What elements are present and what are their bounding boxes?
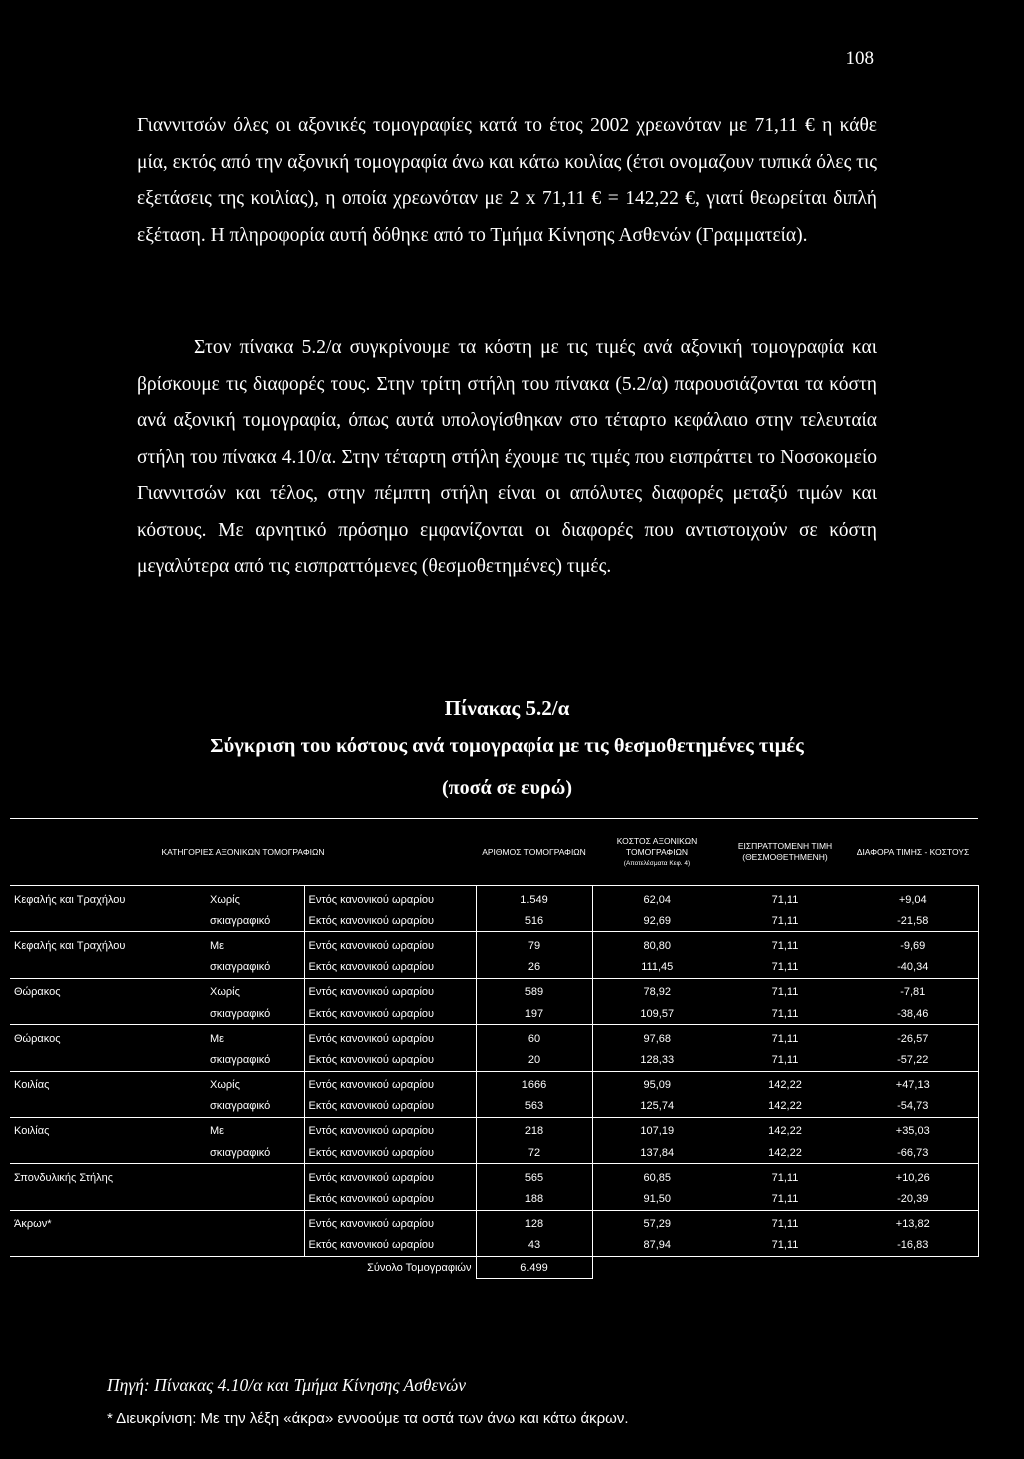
table-row xyxy=(10,1188,978,1210)
table-row xyxy=(10,1049,978,1071)
diff-cell: +13,82 xyxy=(848,1210,978,1235)
cost-cell: 87,94 xyxy=(592,1235,722,1257)
table-row xyxy=(10,1164,978,1189)
count-cell: 20 xyxy=(476,1049,592,1071)
header-diff: ΔΙΑΦΟΡΑ ΤΙΜΗΣ - ΚΟΣΤΟΥΣ xyxy=(848,819,978,886)
table-row xyxy=(10,1096,978,1118)
cost-cell: 137,84 xyxy=(592,1142,722,1164)
header-cost-label: ΚΟΣΤΟΣ ΑΞΟΝΙΚΩΝ ΤΟΜΟΓΡΑΦΙΩΝ xyxy=(616,835,698,857)
region-cell xyxy=(10,910,206,932)
table-source: Πηγή: Πίνακας 4.10/α και Τμήμα Κίνησης Ασθενών xyxy=(107,1375,467,1395)
hours-cell: Εντός κανονικού ωραρίου xyxy=(304,1071,476,1096)
table-number: Πίνακας 5.2/α xyxy=(444,696,570,720)
hours-cell: Εκτός κανονικού ωραρίου xyxy=(304,1142,476,1164)
cost-cell: 91,50 xyxy=(592,1188,722,1210)
table-row xyxy=(10,978,978,1003)
hours-cell: Εκτός κανονικού ωραρίου xyxy=(304,1003,476,1025)
region-cell: Θώρακος xyxy=(14,1032,61,1045)
count-cell: 79 xyxy=(476,932,592,957)
contrast-cell: Με xyxy=(210,939,225,952)
diff-cell: -38,46 xyxy=(848,1003,978,1025)
cost-cell: 78,92 xyxy=(643,986,672,999)
table-row xyxy=(10,910,978,932)
contrast-cell xyxy=(206,1210,304,1235)
hours-cell: Εκτός κανονικού ωραρίου xyxy=(304,957,476,979)
hours-cell: Εντός κανονικού ωραρίου xyxy=(304,978,476,1003)
diff-cell: -26,57 xyxy=(848,1025,978,1050)
count-cell: 1666 xyxy=(476,1071,592,1096)
price-cell: 71,11 xyxy=(722,910,848,932)
count-cell: 60 xyxy=(476,1025,592,1050)
diff-cell: -54,73 xyxy=(848,1096,978,1118)
count-cell: 565 xyxy=(476,1164,592,1189)
count-cell: 218 xyxy=(476,1117,592,1142)
contrast-cell: σκιαγραφικό xyxy=(206,1096,304,1118)
cost-cell: 111,45 xyxy=(592,957,722,979)
table-row xyxy=(10,886,978,911)
price-cell: 71,11 xyxy=(771,986,799,999)
region-cell xyxy=(10,1142,206,1164)
price-cell: 71,11 xyxy=(771,1218,799,1231)
diff-cell: -16,83 xyxy=(848,1235,978,1257)
cost-cell: 95,09 xyxy=(643,1079,672,1092)
count-cell: 589 xyxy=(476,978,592,1003)
header-cost xyxy=(592,819,722,886)
header-price: ΕΙΣΠΡΑΤΤΟΜΕΝΗ ΤΙΜΗ (ΘΕΣΜΟΘΕΤΗΜΕΝΗ) xyxy=(722,819,848,886)
price-cell: 71,11 xyxy=(722,957,848,979)
page-number: 108 xyxy=(845,48,874,69)
contrast-cell: σκιαγραφικό xyxy=(206,910,304,932)
price-cell: 71,11 xyxy=(771,893,799,906)
cost-cell: 107,19 xyxy=(640,1125,675,1138)
cost-cell: 128,33 xyxy=(592,1049,722,1071)
diff-cell: +9,04 xyxy=(848,886,978,911)
contrast-cell: Χωρίς xyxy=(210,986,240,999)
hours-cell: Εντός κανονικού ωραρίου xyxy=(304,932,476,957)
footnote: * Διευκρίνιση: Με την λέξη «άκρα» εννοούμε τα οστά των άνω και κάτω άκρων. xyxy=(107,1410,629,1427)
count-cell: 26 xyxy=(476,957,592,979)
contrast-cell xyxy=(206,1164,304,1189)
paragraph-table-description: Στον πίνακα 5.2/α συγκρίνουμε τα κόστη με τις τιμές ανά αξονική τομογραφία και βρίσκουμε τις διαφορές τους. Στην τρίτη στήλη του πίνακα (5.2/α) παρουσιάζονται τα κόστη ανά αξονική τομογραφία, όπως αυτά υπολογίσθηκαν στο τέταρτο κεφάλαιο στην τελευταία στήλη του πίνακα 4.10/α. Στην τέταρτη στήλη έχουμε τις τιμές που εισπράττει το Νοσοκομείο Γιαννιτσών και τέλος, στην πέμπτη στήλη είναι οι απόλυτες διαφορές μεταξύ τιμών και κόστους. Με αρνητικό πρόσημο εμφανίζονται οι διαφορές που αντιστοιχούν σε κόστη μεγαλύτερα από τις εισπραττόμενες (θεσμοθετημένες) τιμές. xyxy=(137,337,877,577)
table-row xyxy=(10,1210,978,1235)
hours-cell: Εντός κανονικού ωραρίου xyxy=(304,1210,476,1235)
diff-cell: -21,58 xyxy=(848,910,978,932)
region-cell xyxy=(10,1188,206,1210)
table-unit: (ποσά σε ευρώ) xyxy=(442,777,572,799)
region-cell xyxy=(10,1096,206,1118)
total-row xyxy=(10,1257,978,1279)
contrast-cell xyxy=(206,1188,304,1210)
price-cell: 71,11 xyxy=(771,1032,799,1045)
table-row xyxy=(10,957,978,979)
contrast-cell: σκιαγραφικό xyxy=(206,1003,304,1025)
total-count: 6.499 xyxy=(476,1257,592,1279)
header-category: ΚΑΤΗΓΟΡΙΕΣ ΑΞΟΝΙΚΩΝ ΤΟΜΟΓΡΑΦΙΩΝ xyxy=(10,819,476,886)
hours-cell: Εκτός κανονικού ωραρίου xyxy=(304,1188,476,1210)
diff-cell: -9,69 xyxy=(848,932,978,957)
region-cell: Θώρακος xyxy=(14,986,61,999)
hours-cell: Εντός κανονικού ωραρίου xyxy=(304,1117,476,1142)
count-cell: 563 xyxy=(476,1096,592,1118)
diff-cell: +47,13 xyxy=(848,1071,978,1096)
cost-cell: 97,68 xyxy=(643,1032,672,1045)
cost-cell: 80,80 xyxy=(643,939,672,952)
cost-cell: 62,04 xyxy=(643,893,672,906)
hours-cell: Εκτός κανονικού ωραρίου xyxy=(304,910,476,932)
diff-cell: -57,22 xyxy=(848,1049,978,1071)
price-cell: 142,22 xyxy=(768,1125,802,1138)
diff-cell: +35,03 xyxy=(848,1117,978,1142)
header-cost-note: (Αποτελέσματα Κεφ. 4) xyxy=(623,859,691,867)
header-count: ΑΡΙΘΜΟΣ ΤΟΜΟΓΡΑΦΙΩΝ xyxy=(476,819,592,886)
table-header-row xyxy=(10,819,978,886)
contrast-cell xyxy=(206,1235,304,1257)
price-cell: 142,22 xyxy=(722,1096,848,1118)
paragraph-intro: Γιαννιτσών όλες οι αξονικές τομογραφίες κατά το έτος 2002 χρεωνόταν με 71,11 € η κάθε μία, εκτός από την αξονική τομογραφία άνω και κάτω κοιλίας (έτσι ονομαζουν τυπικά όλες τις εξετάσεις της κοιλίας), η οποία χρεωνόταν με 2 x 71,11 € = 142,22 €, γιατί θεωρείται διπλή εξέταση. Η πληροφορία αυτή δόθηκε από το Τμήμα Κίνησης Ασθενών (Γραμματεία). xyxy=(137,115,877,246)
hours-cell: Εκτός κανονικού ωραρίου xyxy=(304,1096,476,1118)
contrast-cell: σκιαγραφικό xyxy=(206,1142,304,1164)
cost-cell: 92,69 xyxy=(592,910,722,932)
contrast-cell: σκιαγραφικό xyxy=(206,957,304,979)
table-title: Σύγκριση του κόστους ανά τομογραφία με τις θεσμοθετημένες τιμές xyxy=(210,735,804,757)
diff-cell: -7,81 xyxy=(848,978,978,1003)
table-row xyxy=(10,1117,978,1142)
cost-cell: 125,74 xyxy=(592,1096,722,1118)
cost-comparison-table xyxy=(10,818,978,1279)
price-cell: 71,11 xyxy=(722,1003,848,1025)
cost-cell: 109,57 xyxy=(592,1003,722,1025)
region-cell: Σπονδυλικής Στήλης xyxy=(14,1171,114,1184)
price-cell: 71,11 xyxy=(722,1188,848,1210)
hours-cell: Εντός κανονικού ωραρίου xyxy=(304,1025,476,1050)
cost-cell: 57,29 xyxy=(643,1218,672,1231)
region-cell: Κοιλίας xyxy=(14,1079,50,1092)
contrast-cell: Χωρίς xyxy=(210,1079,240,1092)
count-cell: 128 xyxy=(476,1210,592,1235)
contrast-cell: Χωρίς xyxy=(210,893,240,906)
hours-cell: Εκτός κανονικού ωραρίου xyxy=(304,1235,476,1257)
region-cell: Κεφαλής και Τραχήλου xyxy=(14,893,126,906)
region-cell xyxy=(10,957,206,979)
diff-cell: -40,34 xyxy=(848,957,978,979)
price-cell: 71,11 xyxy=(771,939,799,952)
price-cell: 142,22 xyxy=(722,1142,848,1164)
count-cell: 516 xyxy=(476,910,592,932)
table-body xyxy=(10,886,978,1257)
contrast-cell: σκιαγραφικό xyxy=(206,1049,304,1071)
table-row xyxy=(10,1071,978,1096)
contrast-cell: Με xyxy=(210,1032,225,1045)
price-cell: 71,11 xyxy=(771,1171,799,1184)
table-row xyxy=(10,1003,978,1025)
diff-cell: -66,73 xyxy=(848,1142,978,1164)
table-row xyxy=(10,1142,978,1164)
count-cell: 43 xyxy=(476,1235,592,1257)
region-cell: Κεφαλής και Τραχήλου xyxy=(14,939,126,952)
hours-cell: Εκτός κανονικού ωραρίου xyxy=(304,1049,476,1071)
count-cell: 188 xyxy=(476,1188,592,1210)
region-cell: Άκρων* xyxy=(14,1218,52,1231)
count-cell: 72 xyxy=(476,1142,592,1164)
region-cell: Κοιλίας xyxy=(14,1125,50,1138)
cost-cell: 60,85 xyxy=(643,1171,672,1184)
hours-cell: Εντός κανονικού ωραρίου xyxy=(304,886,476,911)
table-row xyxy=(10,1025,978,1050)
price-cell: 71,11 xyxy=(722,1235,848,1257)
hours-cell: Εντός κανονικού ωραρίου xyxy=(304,1164,476,1189)
count-cell: 1.549 xyxy=(476,886,592,911)
contrast-cell: Με xyxy=(210,1125,225,1138)
region-cell xyxy=(10,1235,206,1257)
region-cell xyxy=(10,1003,206,1025)
price-cell: 142,22 xyxy=(768,1079,802,1092)
table-row xyxy=(10,932,978,957)
diff-cell: +10,26 xyxy=(848,1164,978,1189)
region-cell xyxy=(10,1049,206,1071)
price-cell: 71,11 xyxy=(722,1049,848,1071)
table-row xyxy=(10,1235,978,1257)
total-label: Σύνολο Τομογραφιών xyxy=(367,1261,472,1274)
count-cell: 197 xyxy=(476,1003,592,1025)
diff-cell: -20,39 xyxy=(848,1188,978,1210)
